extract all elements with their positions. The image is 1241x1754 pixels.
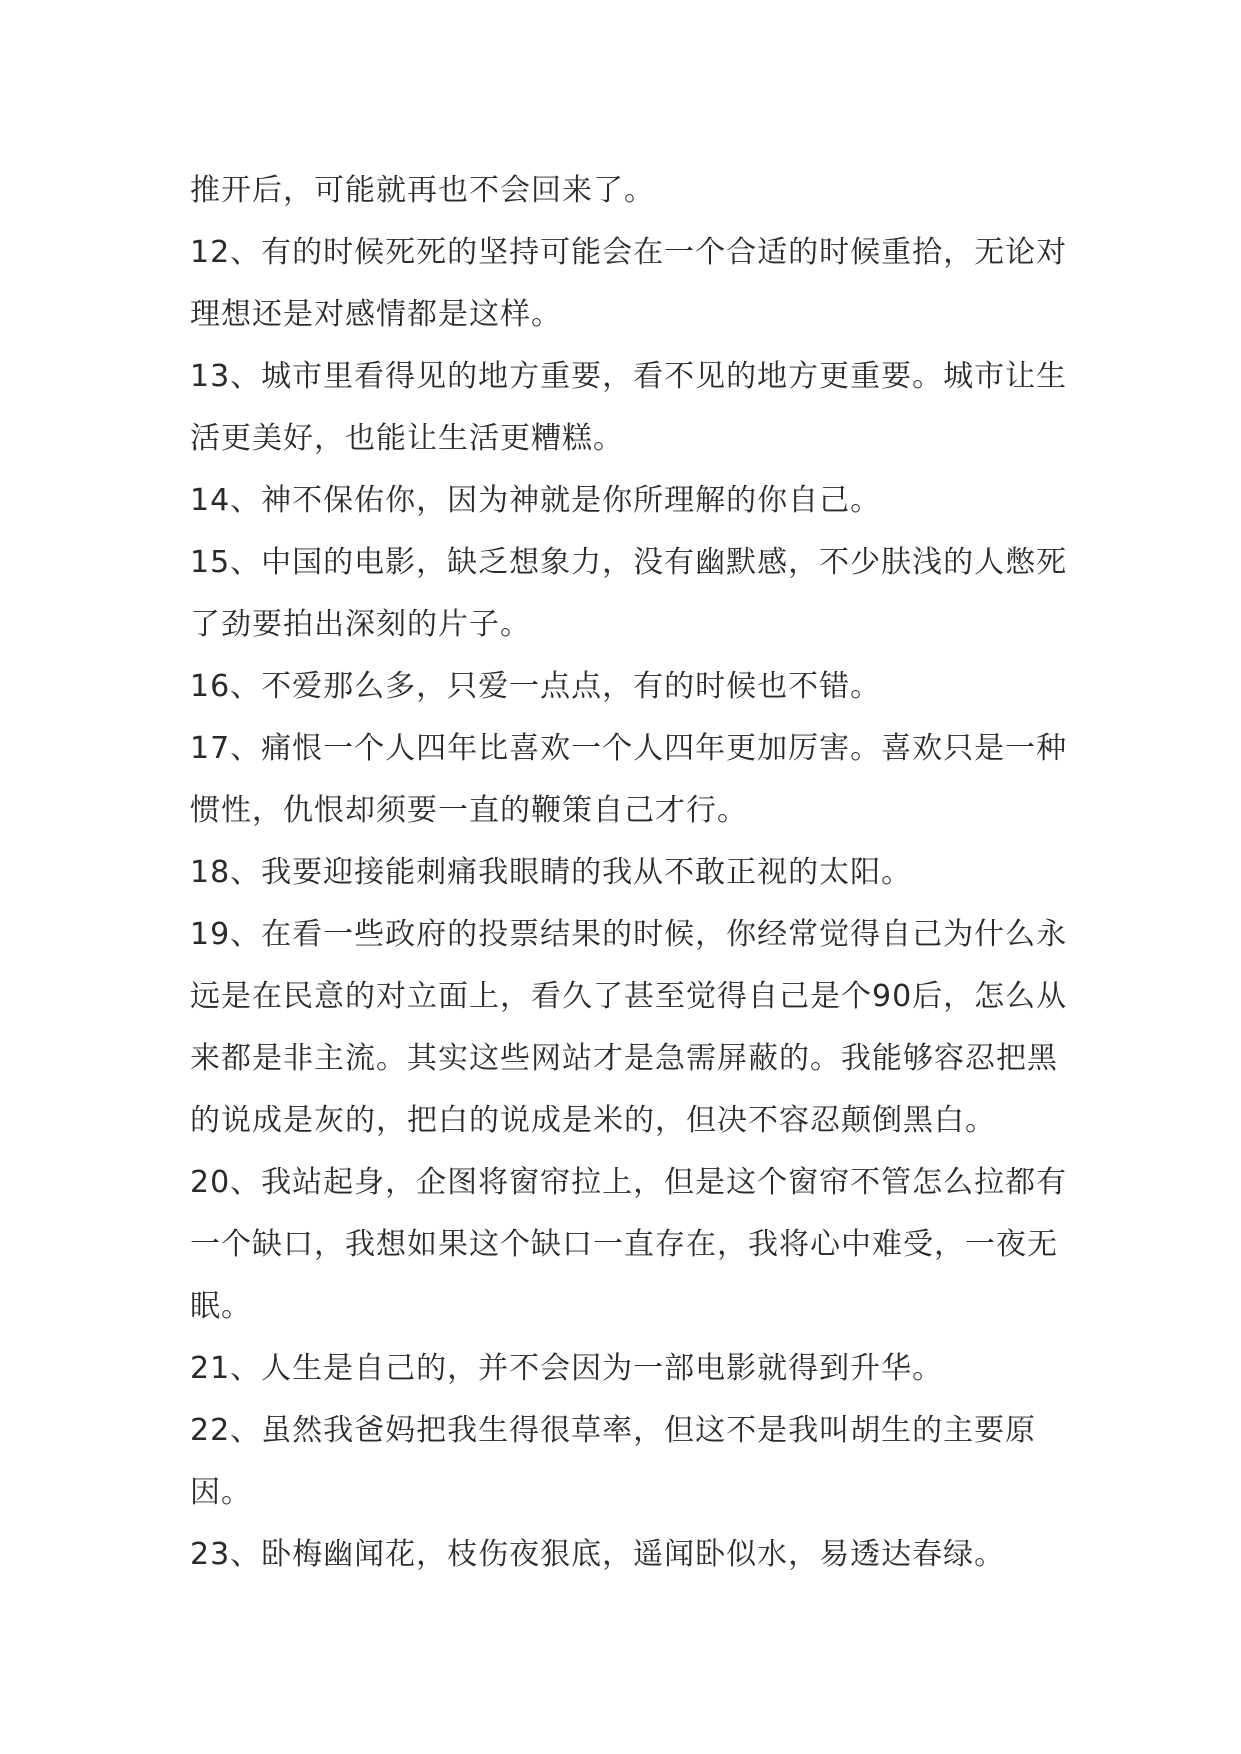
paragraph-item-20: 20、我站起身，企图将窗帘拉上，但是这个窗帘不管怎么拉都有一个缺口，我想如果这个缺口一直存在，我将心中难受，一夜无眠。 bbox=[190, 1165, 1068, 1324]
paragraph-item-13: 13、城市里看得见的地方重要，看不见的地方更重要。城市让生活更美好，也能让生活更糟糕。 bbox=[190, 359, 1068, 456]
paragraph-item-18: 18、我要迎接能刺痛我眼睛的我从不敢正视的太阳。 bbox=[190, 855, 913, 890]
document-body bbox=[190, 160, 1070, 1586]
paragraph-item-23: 23、卧梅幽闻花，枝伤夜狠底，遥闻卧似水，易透达春绿。 bbox=[190, 1537, 1006, 1572]
paragraph-item-19: 19、在看一些政府的投票结果的时候，你经常觉得自己为什么永远是在民意的对立面上，看久了甚至觉得自己是个90后，怎么从来都是非主流。其实这些网站才是急需屏蔽的。我能够容忍把黑的说成是灰的，把白的说成是米的，但决不容忍颠倒黑白。 bbox=[190, 917, 1068, 1138]
paragraph-item-21: 21、人生是自己的，并不会因为一部电影就得到升华。 bbox=[190, 1351, 944, 1386]
paragraph-continuation: 推开后，可能就再也不会回来了。 bbox=[190, 173, 655, 208]
paragraph-item-16: 16、不爱那么多，只爱一点点，有的时候也不错。 bbox=[190, 669, 882, 704]
paragraph-item-22: 22、虽然我爸妈把我生得很草率，但这不是我叫胡生的主要原因。 bbox=[190, 1413, 1037, 1510]
paragraph-item-14: 14、神不保佑你，因为神就是你所理解的你自己。 bbox=[190, 483, 882, 518]
paragraph-item-17: 17、痛恨一个人四年比喜欢一个人四年更加厉害。喜欢只是一种惯性，仇恨却须要一直的鞭策自己才行。 bbox=[190, 731, 1068, 828]
paragraph-item-15: 15、中国的电影，缺乏想象力，没有幽默感，不少肤浅的人憋死了劲要拍出深刻的片子。 bbox=[190, 545, 1068, 642]
paragraph-item-12: 12、有的时候死死的坚持可能会在一个合适的时候重拾，无论对理想还是对感情都是这样。 bbox=[190, 235, 1068, 332]
